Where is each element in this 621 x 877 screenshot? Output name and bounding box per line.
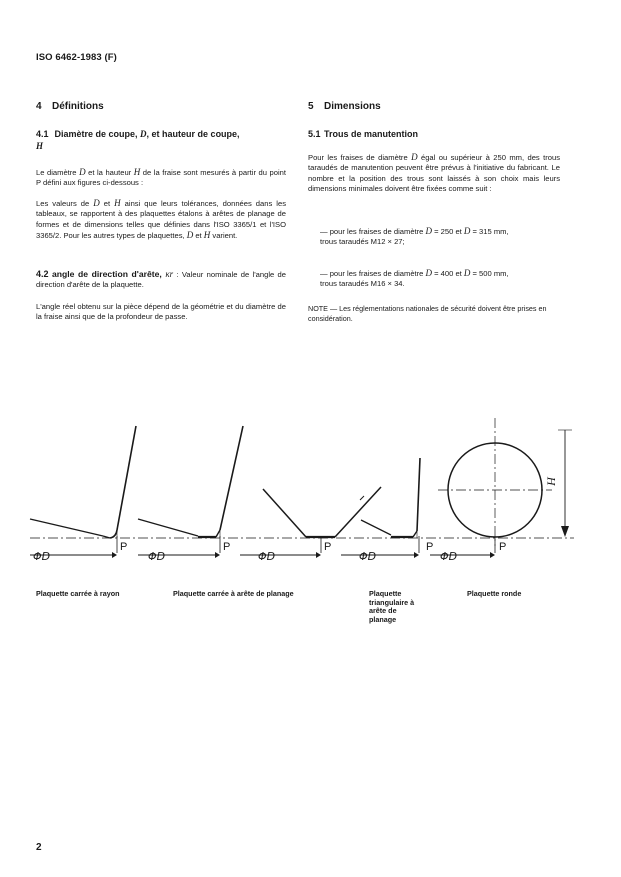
paragraph-4-1-b: Les valeurs de D et H ainsi que leurs tolérances, données dans les tableaux, se rapportent à des plaquettes étalons à arêtes de planage de formes et de dimensions telles que définies dans l'ISO 3365/1 et l'ISO 3365/2. Pour les autres types de plaquettes, D et H varient. — [36, 198, 287, 241]
section-title: Dimensions — [324, 101, 381, 112]
height-label: H — [543, 477, 558, 486]
subsection-title: Trous de manutention — [324, 129, 419, 139]
insert-square-radius — [30, 426, 136, 538]
symbol-d: D — [140, 129, 147, 139]
point-p-label: P — [324, 541, 332, 553]
subsection-4-2: 4.2 angle de direction d'arête, κr : Valeur nominale de l'angle de direction d'arête de la plaquette. — [36, 269, 286, 290]
diameter-label: ΦD — [258, 550, 276, 563]
point-p-label: P — [120, 541, 128, 553]
insert-square-wiper — [138, 426, 243, 538]
page-number: 2 — [36, 842, 42, 853]
paragraph-5-1: Pour les fraises de diamètre D égal ou supérieur à 250 mm, des trous taraudés de manutention peuvent être prévus à l'initiative du fabricant. Le nombre et la position des trous sont laissés à son choix mais leurs dimensions minimales doivent être fixées comme suit : — [308, 152, 561, 194]
insert-triangular-vee — [263, 487, 381, 537]
caption-square-wiper: Plaquette carrée à arête de planage — [173, 589, 294, 598]
height-dimension — [558, 430, 572, 537]
subsection-number: 4.2 — [36, 269, 49, 279]
section-number: 4 — [36, 101, 42, 112]
subsection-title: angle de direction d'arête, — [52, 269, 166, 279]
subsection-number: 5.1 — [308, 129, 321, 139]
symbol-kappa: κr — [165, 269, 174, 279]
subsection-title-part: , et hauteur de coupe, — [146, 129, 240, 139]
paragraph-4-2: L'angle réel obtenu sur la pièce dépend de la géométrie et du diamètre de la fraise ainsi que de la profondeur de passe. — [36, 302, 286, 322]
subsection-title-part: Diamètre de coupe, — [54, 129, 141, 139]
insert-round — [438, 418, 552, 546]
paragraph-4-1-a: Le diamètre D et la hauteur H de la fraise sont mesurés à partir du point P défini aux figures ci-dessous : — [36, 167, 286, 188]
subsection-number: 4.1 — [36, 129, 49, 139]
section-number: 5 — [308, 101, 314, 112]
diameter-label: ΦD — [148, 550, 166, 563]
document-header: ISO 6462-1983 (F) — [36, 52, 117, 63]
insert-triangular-wiper — [360, 458, 420, 538]
section-title: Définitions — [52, 101, 104, 112]
diameter-label: ΦD — [440, 550, 458, 563]
caption-triangular-wiper: Plaquette triangulaire à arête de planage — [369, 589, 415, 624]
list-item-1: — pour les fraises de diamètre D = 250 et D = 315 mm, trous taraudés M12 × 27; — [320, 226, 509, 247]
point-p-label: P — [223, 541, 231, 553]
list-item-2: — pour les fraises de diamètre D = 400 et D = 500 mm, trous taraudés M16 × 34. — [320, 268, 509, 289]
diameter-label: ΦD — [359, 550, 377, 563]
diameter-label: ΦD — [33, 550, 51, 563]
caption-square-radius: Plaquette carrée à rayon — [36, 589, 120, 598]
caption-round: Plaquette ronde — [467, 589, 522, 598]
symbol-h: H — [36, 141, 44, 151]
point-p-label: P — [426, 541, 434, 553]
note: NOTE — Les réglementations nationales de sécurité doivent être prises en considération. — [308, 304, 547, 323]
point-p-label: P — [499, 541, 507, 553]
